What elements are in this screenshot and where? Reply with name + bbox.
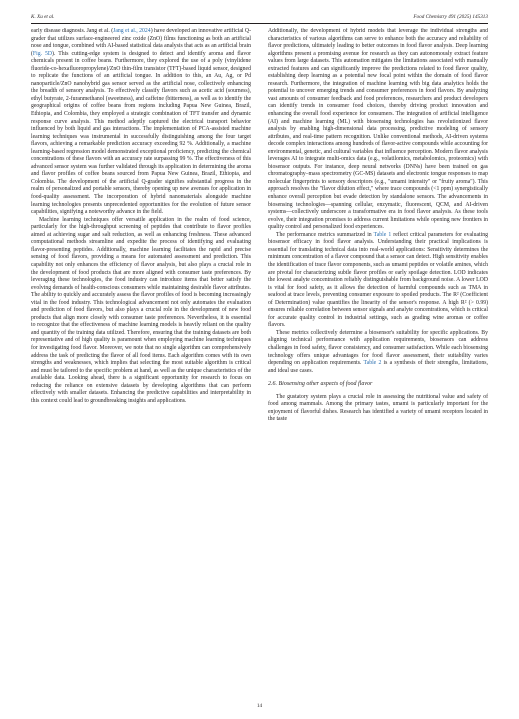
citation-link-jang-2024[interactable]: Jang et al., 2024 [113, 28, 151, 34]
left-paragraph-1 [31, 28, 251, 217]
right-column [268, 28, 488, 696]
right-paragraph-3 [268, 330, 488, 375]
left-p1-text-c: ). This cutting-edge system is designed to detect and identify aroma and flavor chemicals present in coffee beans. Furthermore, they explored the use of a poly (vinylidene fluoride-co-hexafluoropropylene)/ZnO thin-film transistor (TFT)-based liquid sensor, designed to replicate the functions of an artificial tongue. In addition to this, an Au, Ag, or Pd nanoparticle/ZnO nanohybrid gas sensor served as the artificial nose, collectively enhancing the breadth of sensory analysis. To effectively classify flavors such as acetic acid (sourness), ethyl butyrate, 2-furanmethanol (sweetness), and caffeine (bitterness), as well as to identify the geographical origins of coffee beans from regions including Papua New Guinea, Brazil, Ethiopia, and Colombia, they employed a strategic combination of TFT transfer and dynamic response curve analysis. This method adeptly captured the electrical transport behavior influenced by both liquid and gas interactions. The implementation of PCA-assisted machine learning techniques was instrumental in successfully distinguishing among the four target flavors, achieving a remarkable prediction accuracy exceeding 92 %. Additionally, a machine learning-based regression model demonstrated exceptional proficiency, predicting the chemical concentrations of these flavors with an accuracy rate surpassing 99 %. The effectiveness of this advanced sensor system was further validated through its application in determining the aroma and flavor profiles of coffee beans sourced from Papua New Guinea, Brazil, Ethiopia, and Colombia. The development of the artificial Q-grader signifies substantial progress in the realm of personalized and portable sensors, thereby opening up new avenues for application in food-quality assessment. The incorporation of hybrid nanomaterials alongside machine learning technologies presents unprecedented opportunities for the evolution of future sensor capabilities, signifying a noteworthy advance in the field. [31, 50, 251, 216]
table-link-table-1[interactable]: Table 1 [373, 231, 392, 238]
right-p2-text-a: The performance metrics summarized in [276, 231, 374, 238]
left-column [31, 28, 251, 696]
table-link-table-2[interactable]: Table 2 [363, 360, 382, 367]
right-paragraph-2 [268, 232, 488, 330]
section-heading-2-6: 2.6. Biosensing other aspects of food flavor [268, 381, 373, 388]
left-paragraph-2: Machine learning techniques offer versatile application in the realm of food science, particularly for the high-throughput screening of peptides that contribute to flavor profiles aimed at achieving sugar and salt reduction, as well as enhancing freshness. These advanced computational methods streamline and expedite the process of identifying and evaluating flavor-presenting peptides. Additionally, machine learning facilitates the rapid and precise sensing of food flavors, providing a means for automated assessment and prediction. This capability not only enhances the efficiency of flavor analysis, but also plays a crucial role in the development of food products that are more aligned with consumer taste preferences. By leveraging these technologies, the food industry can introduce items that better satisfy the evolving demands of health-conscious consumers while maintaining desirable flavor attributes. The ability to quickly and accurately assess the flavor profiles of food is becoming increasingly vital in the food industry. This technological advancement not only automates the evaluation and prediction of food flavors, but also plays a crucial role in the development of new food products that align more closely with consumer taste preferences. Nevertheless, it is essential to recognize that the effectiveness of machine learning models is heavily reliant on the quality and quantity of the training data utilized. Therefore, ensuring that the training datasets are both representative and of high quality is paramount when employing machine learning techniques for investigating food flavor. Moreover, we note that no single algorithm can comprehensively address the task of predicting the flavor of all food items. Each algorithm comes with its own strengths and weaknesses, which implies that selecting the most suitable algorithm is critical and must be tailored to the specific problem at hand, as well as the unique characteristics of the available data. Looking ahead, there is a significant opportunity for research to focus on reducing the reliance on extensive datasets by developing algorithms that can perform effectively with smaller datasets. Enhancing the predictive capabilities and interpretability in this context could lead to groundbreaking insights and applications. [31, 216, 251, 404]
right-p2-text-b: reflect critical parameters for evaluating biosensor efficacy in food flavor analysis. Understanding their practical implications is essential for translating technical data into real-world applications: Sensitivity determines the minimum concentration of a flavor compound that a sensor can detect. High sensitivity enables the identification of trace flavor components, such as umami peptides or volatile amines, which are pivotal for characterizing subtle flavor profiles or early spoilage detection. LOD indicates the lowest analyte concentration reliably distinguishable from background noise. A lower LOD is vital for food safety, as it allows the detection of harmful compounds such as TMA in seafood at trace levels, preventing consumer exposure to spoiled products. The R² (Coefficient of Determination) value quantifies the linearity of the sensor's response. A high R² (> 0.99) ensures reliable correlation between sensor signals and analyte concentrations, which is critical for accurate quality control in industrial settings, such as grading wine aromas or coffee flavors. [268, 231, 488, 329]
left-p1-text-b: ) have developed an innovative artificial Q-grader that utilizes surface-engineered zinc oxide (ZnO) films functioning as both an artificial nose and tongue, combined with AI-based statistical data analysis that acts as an artificial brain ( [31, 28, 251, 57]
left-p1-text-a: early disease diagnosis. Jang et al. ( [31, 28, 114, 34]
figure-link-fig-5d[interactable]: Fig. 5D [32, 50, 53, 57]
right-paragraph-4: The gustatory system plays a crucial role in assessing the nutritional value and safety of food among mammals. Among the primary tastes, umami is particularly important for the enjoyment of flavorful dishes. Research has identified a variety of umami receptors located in the taste [268, 393, 488, 423]
right-p3-text-b: is a synthesis of their strengths, limitations, and ideal use cases. [268, 360, 488, 374]
header-divider [31, 23, 488, 24]
right-paragraph-1: Additionally, the development of hybrid models that leverage the individual strengths and characteristics of various algorithms can serve to enhance both the accuracy and reliability of flavor predictions, ultimately leading to better outcomes in food flavor analysis. Deep learning algorithms present a promising avenue for research as they can autonomously extract feature values from large datasets. This automation mitigates the limitations associated with manually extracted features and can significantly improve the predictions related to food flavor quality, establishing deep learning as a potential new focal point within the domain of food flavor research. Furthermore, the integration of machine learning with big data analytics holds the potential to uncover emerging trends and consumer preferences in food flavors. By analyzing vast amounts of consumer feedback and food preferences, researchers and product developers can identify trends in consumer food choices, thereby driving product innovation and enhancing the overall food experience for consumers. The integration of artificial intelligence (AI) and machine learning (ML) with biosensing technologies has revolutionized flavor analysis by enabling high-dimensional data processing, predictive modeling of sensory attributes, and real-time pattern recognition. Unlike conventional methods, AI-driven systems decode complex interactions among hundreds of flavor-active compounds while accounting for environmental, genetic, and cultural variables that influence perception. Modern flavor analysis leverages AI to integrate multi-omics data (e.g., volatilomics, metabolomics, proteomics) with biosensor outputs. For instance, deep neural networks (DNNs) have been trained on gas chromatography–mass spectrometry (GC-MS) datasets and electronic tongue responses to map molecular fingerprints to sensory descriptors (e.g., "umami intensity" or "fruity aroma"). This approach resolves the "flavor dilution effect," where trace compounds (<1 ppm) synergistically enhance overall perception but evade detection by standalone sensors. The advancements in biosensing technologies—spanning cellular, enzymatic, fluorescent, QCM, and AI-driven systems—collectively underscore a transformative era in food flavor analysis. As these tools evolve, their integration promises to address current limitations while opening new frontiers in quality control and personalized food experiences. [268, 28, 488, 231]
header-authors: K. Xu et al. [31, 14, 55, 20]
right-p3-text-a: These metrics collectively determine a biosensor's suitability for specific applications. By aligning technical performance with application requirements, biosensors can address challenges in food safety, flavor consistency, and consumer satisfaction. While each biosensing technology offers unique advantages for food flavor assessment, their suitability varies depending on application requirements. [268, 329, 488, 367]
page-number: 14 [256, 703, 263, 709]
header-journal-citation: Food Chemistry 491 (2025) 145313 [413, 14, 488, 20]
